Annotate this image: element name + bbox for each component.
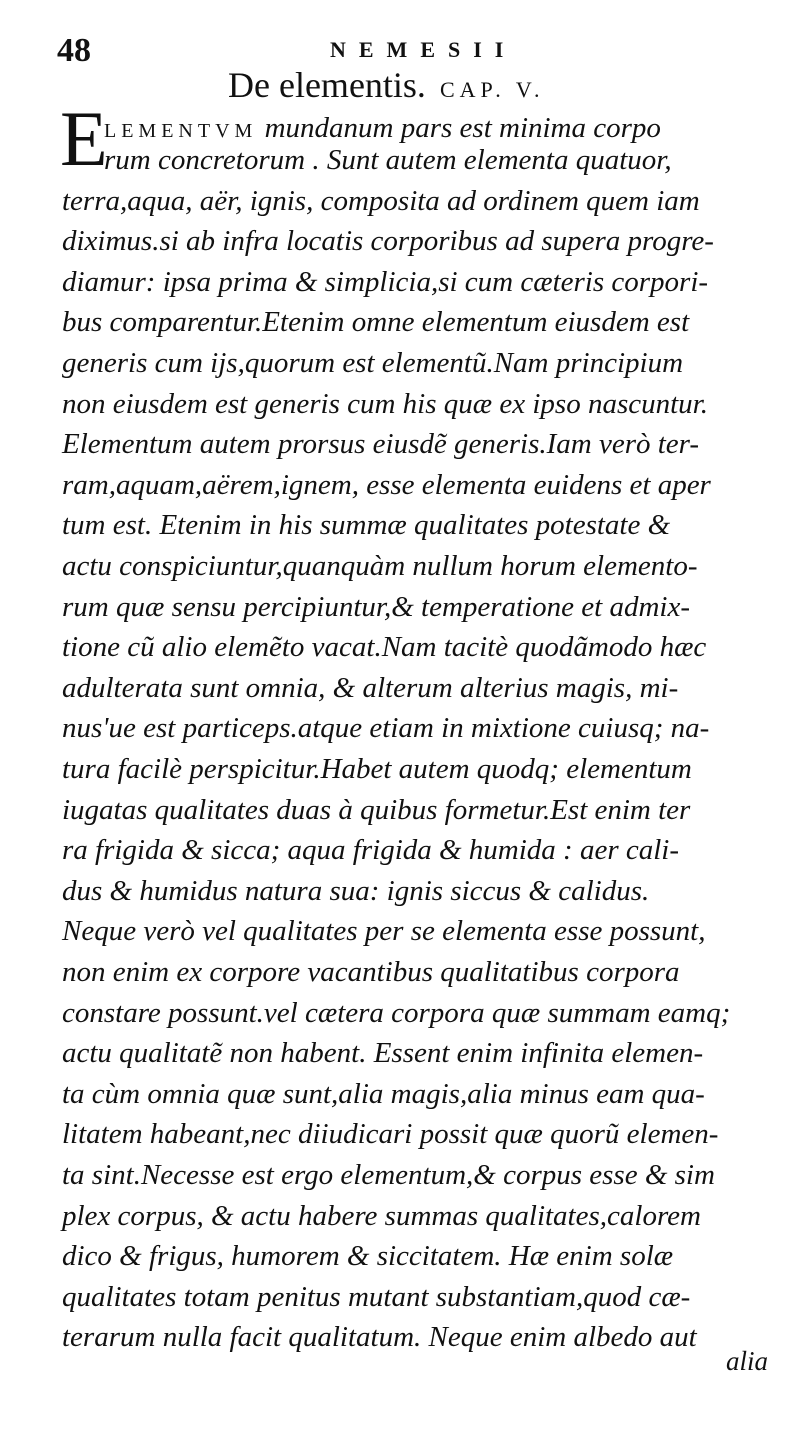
text-line: ram,aquam,aërem,ignem, esse elementa euidens et aper	[62, 468, 711, 501]
text-line: terra,aqua, aër, ignis, composita ad ordinem quem iam	[62, 184, 700, 217]
chapter-heading	[228, 66, 628, 109]
text-line: plex corpus, & actu habere summas qualitates,calorem	[62, 1199, 701, 1232]
chapter-title: De elementis.	[228, 65, 426, 105]
page-number: 48	[57, 32, 91, 69]
text-line: rum quæ sensu percipiuntur,& temperatione et admix-	[62, 590, 690, 623]
text-line: non enim ex corpore vacantibus qualitatibus corpora	[62, 956, 680, 988]
text-line: adulterata sunt omnia, & alterum alterius magis, mi-	[62, 671, 679, 704]
text-line: tione cũ alio elemẽto vacat.Nam tacitè quodãmodo hæc	[62, 631, 707, 664]
text-line: diamur: ipsa prima & simplicia,si cum cæteris corpori-	[62, 265, 709, 298]
first-word: LEMENTVM	[104, 120, 258, 142]
text-line: ta cùm omnia quæ sunt,alia magis,alia minus eam qua-	[62, 1077, 705, 1110]
chapter-number: CAP. V.	[439, 77, 545, 102]
catchword: alia	[725, 1346, 768, 1376]
drop-cap: E	[60, 95, 108, 182]
text-line: rum concretorum . Sunt autem elementa quatuor,	[104, 144, 672, 176]
text-line: ra frigida & sicca; aqua frigida & humida : aer cali-	[62, 834, 680, 867]
text-line: diximus.si ab infra locatis corporibus ad supera progre-	[62, 225, 714, 258]
text-line: bus comparentur.Etenim omne elementum eiusdem est	[62, 306, 690, 339]
running-head: NEMESII	[330, 37, 517, 62]
text-line: Neque verò vel qualitates per se elementa esse possunt,	[62, 915, 706, 948]
text-line: ta sint.Necesse est ergo elementum,& corpus esse & sim	[62, 1159, 715, 1191]
text-line: nus'ue est particeps.atque etiam in mixtione cuiusq; na-	[62, 712, 710, 745]
text-line: dico & frigus, humorem & siccitatem. Hæ enim solæ	[62, 1240, 674, 1273]
text-line: actu conspiciuntur,quanquàm nullum horum elemento-	[62, 550, 698, 582]
text-line: Elementum autem prorsus eiusdẽ generis.Iam verò ter-	[62, 428, 700, 461]
text-line: dus & humidus natura sua: ignis siccus & calidus.	[62, 874, 650, 907]
text-line: tura facilè perspicitur.Habet autem quodq; elementum	[62, 753, 692, 785]
text-line: generis cum ijs,quorum est elementũ.Nam principium	[62, 347, 684, 379]
text-line: tum est. Etenim in his summæ qualitates potestate &	[62, 509, 671, 542]
text-line: iugatas qualitates duas à quibus formetur.Est enim ter	[62, 793, 691, 826]
text-line: terarum nulla facit qualitatum. Neque enim albedo aut	[62, 1321, 697, 1354]
text-line-first	[104, 112, 661, 147]
text-line: actu qualitatẽ non habent. Essent enim infinita elemen-	[62, 1037, 704, 1070]
first-line-rest: mundanum pars est minima corpo	[257, 112, 661, 144]
text-line: constare possunt.vel cætera corpora quæ summam eamq;	[62, 996, 731, 1029]
text-line: litatem habeant,nec diiudicari possit quæ quorũ elemen-	[62, 1118, 719, 1151]
text-line: non eiusdem est generis cum his quæ ex ipso nascuntur.	[62, 387, 708, 420]
text-line: qualitates totam penitus mutant substantiam,quod cæ-	[62, 1280, 691, 1313]
